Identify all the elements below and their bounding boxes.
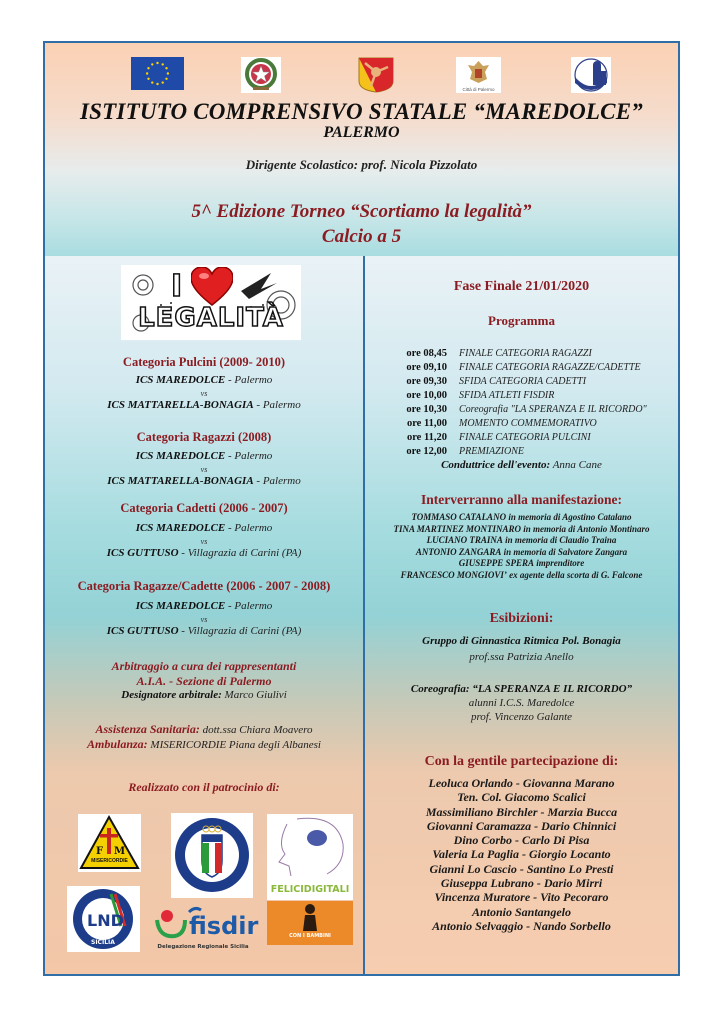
participant-item: Leoluca Orlando - Giovanna Marano (428, 776, 615, 790)
designator-name: Marco Giulivi (221, 689, 287, 701)
speaker-item (365, 512, 678, 524)
felicidigitali-label: FELICIDIGITALI (270, 884, 350, 895)
team-name: ICS GUTTUSO (106, 547, 179, 559)
exhibition-1-lead: prof.ssa Patrizia Anello (469, 651, 574, 663)
versus-label: vs (200, 465, 208, 474)
participant-item: Ten. Col. Giacomo Scalici (457, 790, 586, 805)
con-i-bambini-logo (267, 901, 353, 945)
health-line (45, 722, 363, 737)
ambulance-label: Ambulanza: (86, 737, 148, 751)
fisdir-label: fisdir (189, 912, 259, 940)
maredolce-school-logo (571, 57, 611, 93)
principal-name: prof. Nicola Pizzolato (361, 157, 478, 172)
team-city: - Palermo (253, 399, 301, 411)
team-city: - Palermo (225, 600, 273, 612)
team-a (45, 374, 363, 386)
team-city: - Palermo (225, 450, 273, 462)
schedule-row (385, 375, 685, 389)
misericordie-label: MISERICORDIE (91, 858, 128, 864)
school-city: PALERMO (323, 124, 400, 141)
category-title: Categoria Ragazzi (2008) (136, 430, 272, 444)
left-column (45, 256, 365, 974)
schedule-time: ore 11,20 (406, 432, 447, 443)
patronage-title: Realizzato con il patrocinio di: (128, 780, 280, 794)
anaoai-logo (171, 813, 253, 898)
speaker-note: imprenditore (534, 558, 585, 569)
schedule-description: SFIDA ATLETI FISDIR (459, 390, 555, 401)
poster-frame (43, 41, 680, 976)
participant-item: Giovanni Caramazza - Dario Chinnici (426, 818, 617, 833)
exhibition-1-title: Gruppo di Ginnastica Ritmica Pol. Bonagia (422, 635, 621, 647)
team-b (45, 625, 363, 637)
host-line (365, 459, 678, 471)
schedule-time: ore 11,00 (406, 418, 447, 429)
program-schedule (385, 347, 685, 459)
speakers-list (365, 512, 678, 582)
health-label: Assistenza Sanitaria: (95, 722, 200, 736)
schedule-row (385, 403, 685, 417)
schedule-time: ore 09,30 (406, 376, 447, 387)
referee-line-1: Arbitraggio a cura dei rappresentanti (111, 659, 297, 673)
participant-item: Massimiliano Birchler - Marzia Bucca (425, 804, 618, 819)
team-name: ICS MAREDOLCE (135, 522, 226, 534)
schedule-row (385, 431, 685, 445)
schedule-time: ore 10,30 (406, 404, 447, 415)
svg-text:M: M (114, 846, 126, 857)
sicily-region-logo (357, 57, 395, 93)
speaker-name: LUCIANO TRAINA (426, 535, 503, 546)
exhibition-2-lead: prof. Vincenzo Galante (470, 711, 573, 723)
final-phase-title: Fase Finale 21/01/2020 (453, 279, 590, 294)
italian-republic-emblem (241, 57, 281, 93)
team-name: ICS GUTTUSO (106, 625, 179, 637)
category-title: Categoria Cadetti (2006 - 2007) (120, 501, 288, 515)
participant-item: Giuseppa Lubrano - Dario Mirri (440, 876, 603, 891)
right-column (365, 256, 678, 974)
team-b (45, 399, 363, 411)
participants-list (365, 776, 678, 933)
speaker-note: in memoria di Salvatore Zangara (501, 546, 628, 557)
program-title: Programma (488, 313, 555, 328)
designator-line (45, 689, 363, 701)
speaker-item (365, 524, 678, 536)
misericordie-logo (78, 814, 141, 872)
eu-flag-logo (131, 57, 184, 90)
speaker-name: GIUSEPPE SPERA (458, 558, 534, 569)
speaker-name: FRANCESCO MONGIOVI’ (400, 569, 507, 580)
versus-label: vs (200, 389, 208, 398)
palermo-logo-caption: Città di Palermo (462, 87, 495, 92)
team-name: ICS MAREDOLCE (135, 600, 226, 612)
schedule-description: SFIDA CATEGORIA CADETTI (459, 376, 587, 387)
team-city: - Palermo (225, 522, 273, 534)
lnd-label: LND (87, 911, 124, 930)
exhibition-2-title: Coreografia: “LA SPERANZA E IL RICORDO” (410, 683, 633, 695)
ambulance-name: MISERICORDIE Piana degli Albanesi (147, 739, 321, 751)
schedule-time: ore 08,45 (406, 348, 447, 359)
speaker-item (365, 558, 678, 570)
school-title: ISTITUTO COMPRENSIVO STATALE “MAREDOLCE” (80, 99, 643, 124)
heart-icon (191, 267, 233, 307)
participant-item: Antonio Santangelo (471, 904, 572, 919)
speaker-note: ex agente della scorta di G. Falcone (506, 569, 643, 580)
designator-label: Designatore arbitrale: (121, 689, 222, 701)
participant-item: Vincenza Muratore - Vito Pecoraro (434, 890, 609, 905)
category-title: Categoria Pulcini (2009- 2010) (122, 355, 286, 369)
team-name: ICS MATTARELLA-BONAGIA (107, 399, 254, 411)
team-name: ICS MAREDOLCE (135, 450, 226, 462)
schedule-description: FINALE CATEGORIA RAGAZZE/CADETTE (459, 362, 641, 373)
citta-di-palermo-logo (456, 57, 501, 93)
referee-line-2: A.I.A. - Sezione di Palermo (136, 674, 272, 688)
speaker-name: ANTONIO ZANGARA (415, 546, 502, 557)
speaker-name: TINA MARTINEZ MONTINARO (393, 523, 522, 534)
category-title: Categoria Ragazze/Cadette (2006 - 2007 - 2008) (77, 579, 331, 593)
team-city: - Villagrazia di Carini (PA) (178, 625, 302, 637)
speaker-item (365, 547, 678, 559)
speaker-note: in memoria di Antonio Montinaro (521, 523, 650, 534)
fisdir-logo (155, 906, 259, 954)
participant-item: Antonio Selvaggio - Nando Sorbello (432, 918, 611, 933)
ambulance-line (45, 737, 363, 752)
team-name: ICS MAREDOLCE (135, 374, 226, 386)
team-b (45, 547, 363, 559)
con-i-bambini-label: CON I BAMBINI (289, 933, 331, 939)
schedule-time: ore 09,10 (406, 362, 447, 373)
schedule-description: MOMENTO COMMEMORATIVO (459, 418, 597, 429)
speakers-title: Interverranno alla manifestazione: (421, 492, 622, 507)
fisdir-sublabel: Delegazione Regionale Sicilia (157, 944, 249, 950)
host-name: Anna Cane (550, 459, 602, 471)
lnd-region-label: SICILIA (91, 939, 115, 946)
schedule-row (385, 347, 685, 361)
health-name: dott.ssa Chiara Moavero (199, 724, 313, 736)
schedule-row (385, 389, 685, 403)
speaker-item (365, 570, 678, 582)
team-city: - Palermo (225, 374, 273, 386)
schedule-row (385, 445, 685, 459)
team-city: - Villagrazia di Carini (PA) (178, 547, 302, 559)
speaker-item (365, 535, 678, 547)
versus-label: vs (200, 615, 208, 624)
team-b (45, 475, 363, 487)
poster-header (45, 43, 678, 258)
exhibition-2-students: alunni I.C.S. Maredolce (468, 697, 575, 709)
participant-item: Dino Corbo - Carlo Di Pisa (453, 833, 590, 848)
host-label: Conduttrice dell'evento: (441, 459, 551, 471)
speaker-note: in memoria di Claudio Traina (502, 535, 617, 546)
lnd-sicilia-logo (67, 886, 140, 952)
speaker-name: TOMMASO CATALANO (411, 512, 507, 522)
logo-letter-i: I (171, 269, 183, 304)
team-city: - Palermo (253, 475, 301, 487)
participant-item: Valeria La Paglia - Giorgio Locanto (432, 847, 611, 862)
principal-line (45, 157, 678, 173)
versus-label: vs (200, 537, 208, 546)
schedule-row (385, 361, 685, 375)
tournament-sport: Calcio a 5 (321, 226, 402, 247)
participant-item: Gianni Lo Cascio - Santino Lo Presti (429, 861, 614, 876)
team-a (45, 600, 363, 612)
team-a (45, 522, 363, 534)
schedule-time: ore 12,00 (406, 446, 447, 457)
schedule-time: ore 10,00 (406, 390, 447, 401)
schedule-description: Coreografia "LA SPERANZA E IL RICORDO" (459, 404, 647, 415)
principal-label: Dirigente Scolastico: (245, 157, 359, 172)
participation-title: Con la gentile partecipazione di: (424, 754, 619, 769)
schedule-description: FINALE CATEGORIA RAGAZZI (459, 348, 592, 359)
team-name: ICS MATTARELLA-BONAGIA (107, 475, 254, 487)
institution-logos (45, 57, 678, 95)
team-a (45, 450, 363, 462)
svg-text:F: F (96, 846, 104, 857)
logo-word-legalita: LEGALITÀ (138, 303, 284, 333)
speaker-note: in memoria di Agostino Catalano (506, 512, 632, 522)
i-love-legalita-logo (121, 265, 301, 340)
schedule-row (385, 417, 685, 431)
tournament-edition-title: 5^ Edizione Torneo “Scortiamo la legalità” (191, 201, 532, 222)
schedule-description: FINALE CATEGORIA PULCINI (459, 432, 591, 443)
exhibitions-title: Esibizioni: (489, 611, 554, 626)
schedule-description: PREMIAZIONE (459, 446, 524, 457)
felicidigitali-logo (267, 814, 353, 900)
